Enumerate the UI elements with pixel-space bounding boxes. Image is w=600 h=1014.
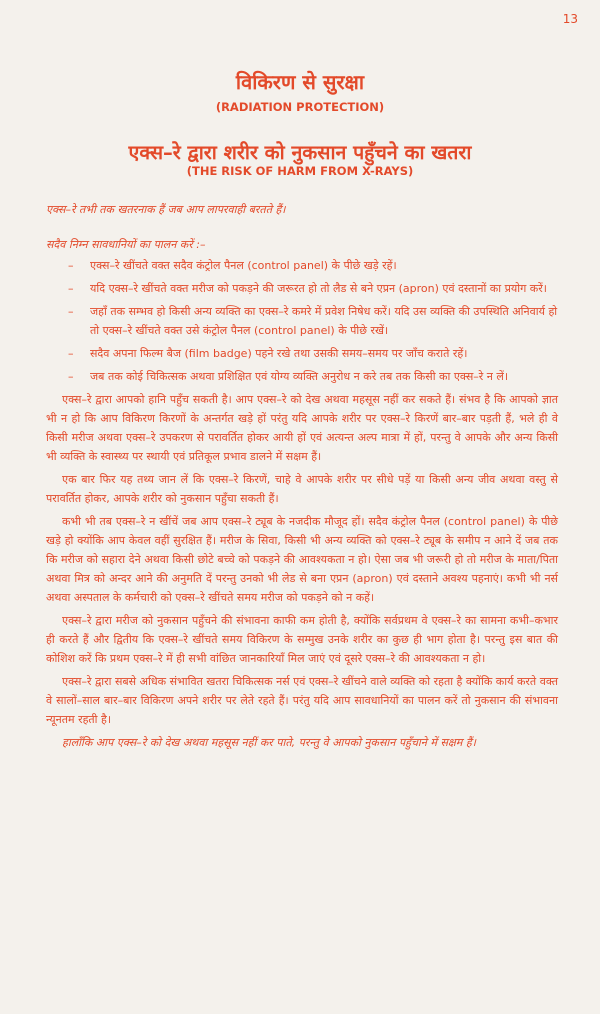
list-item bbox=[46, 256, 558, 275]
list-item bbox=[46, 344, 558, 363]
page-title-hindi: विकिरण से सुरक्षा bbox=[235, 70, 365, 94]
intro-line: एक्स–रे तभी तक खतरनाक हैं जब आप लापरवाही बरतते हैं। bbox=[46, 203, 286, 216]
page-number: 13 bbox=[562, 12, 578, 26]
closing-paragraph: हालाँकि आप एक्स–रे को देख अथवा महसूस नहीं कर पाते, परन्तु वे आपको नुकसान पहुँचाने में सक्षम हैं। bbox=[62, 736, 476, 749]
paragraph: एक बार फिर यह तथ्य जान लें कि एक्स–रे किरणें, चाहे वे आपके शरीर पर सीधे पड़ें या किसी अन्य जीव अथवा वस्तु से परावर्तित होकर, आपके शरीर को नुकसान पहुँचा सकती हैं। bbox=[46, 473, 558, 505]
precaution-text: सदैव अपना फिल्म बैज (film badge) पहने रखे तथा उसकी समय–समय पर जाँच कराते रहें। bbox=[90, 347, 468, 360]
paragraph: कभी भी तब एक्स–रे न खींचें जब आप एक्स–रे ट्यूब के नजदीक मौजूद हों। सदैव कंट्रोल पैनल (control panel) के पीछे खड़े हो क्योंकि आप केवल वहीं सुरक्षित हैं। मरीज के सिवा, किसी भी अन्य व्यक्ति को एक्स–रे ट्यूब के समीप न आने दें जब तक कि मरीज को सहारा देने अथवा किसी छोटे बच्चे को पकड़ने की आवश्यकता न हो। ऐसा जब भी जरूरी हो तो मरीज के माता/पिता अथवा मित्र को अन्दर आने की अनुमति दें परन्तु उनको भी लेड से बना एप्रन (apron) एवं दस्ताने अवश्य पहनाएं। कभी भी नर्स अथवा अस्पताल के कर्मचारी को एक्स–रे खींचते समय मरीज को पकड़ने को न कहें। bbox=[46, 515, 558, 604]
list-item bbox=[46, 367, 558, 386]
body-text bbox=[46, 200, 558, 756]
dash-bullet: – bbox=[68, 370, 74, 383]
dash-bullet: – bbox=[68, 347, 74, 360]
precaution-text: यदि एक्स–रे खींचते वक्त मरीज को पकड़ने की जरूरत हो तो लैड से बने एप्रन (apron) एवं दस्तानों का प्रयोग करें। bbox=[90, 282, 547, 295]
dash-bullet: – bbox=[68, 282, 74, 295]
section-heading-hindi: एक्स–रे द्वारा शरीर को नुकसान पहुँचने का खतरा bbox=[128, 141, 472, 164]
page-title-english: (RADIATION PROTECTION) bbox=[215, 100, 385, 114]
dash-bullet: – bbox=[68, 305, 74, 318]
paragraph: एक्स–रे द्वारा मरीज को नुकसान पहुँचने की संभावना काफी कम होती है, क्योंकि सर्वप्रथम वे एक्स–रे का सामना कभी–कभार ही करते हैं और द्वितीय कि एक्स–रे खींचते समय विकिरण के सम्मुख उनके शरीर का कुछ ही भाग होता है। परन्तु इस बात की कोशिश करें कि प्रथम एक्स–रे में ही सभी वांछित जानकारियाँ मिल जाएं एवं दूसरे एक्स–रे की आवश्यकता न हो। bbox=[46, 614, 558, 665]
dash-bullet: – bbox=[68, 259, 74, 272]
precautions-heading: सदैव निम्न सावधानियों का पालन करें :– bbox=[46, 238, 206, 251]
list-item bbox=[46, 279, 558, 298]
section-heading-english: (THE RISK OF HARM FROM X-RAYS) bbox=[186, 164, 414, 178]
precaution-text: जब तक कोई चिकित्सक अथवा प्रशिक्षित एवं योग्य व्यक्ति अनुरोध न करे तब तक किसी का एक्स–रे न लें। bbox=[90, 370, 509, 383]
paragraph: एक्स–रे द्वारा आपको हानि पहुँच सकती है। आप एक्स–रे को देख अथवा महसूस नहीं कर सकते हैं। संभव है कि आपको ज्ञात भी न हो कि आप विकिरण किरणों के अन्तर्गत खड़े हों परंतु यदि आपके शरीर पर एक्स–रे किरणें बार–बार पड़ती हैं, भले ही वे किसी मरीज अथवा एक्स–रे उपकरण से परावर्तित होकर आयी हों एवं अत्यन्त अल्प मात्रा में हों, परन्तु वे आपके और अन्य किसी भी व्यक्ति के स्वास्थ्य पर स्थायी एवं प्रतिकूल प्रभाव डालने में सक्षम हैं। bbox=[46, 393, 558, 463]
precaution-text: एक्स–रे खींचते वक्त सदैव कंट्रोल पैनल (control panel) के पीछे खड़े रहें। bbox=[90, 259, 397, 272]
list-item bbox=[46, 302, 558, 340]
precaution-text: जहाँ तक सम्भव हो किसी अन्य व्यक्ति का एक्स–रे कमरे में प्रवेश निषेध करें। यदि उस व्यक्ति की उपस्थिति अनिवार्य हो तो एक्स–रे खींचते वक्त उसे कंट्रोल पैनल (control panel) के पीछे रखें। bbox=[90, 305, 558, 337]
precautions-list bbox=[46, 256, 558, 386]
paragraph: एक्स–रे द्वारा सबसे अधिक संभावित खतरा चिकित्सक नर्स एवं एक्स–रे खींचने वाले व्यक्ति को रहता है क्योंकि कार्य करते वक्त वे सालों–साल बार–बार विकिरण अपने शरीर पर लेते रहते हैं। परंतु यदि आप सावधानियों का पालन करें तो नुकसान की संभावना न्यूनतम रहती है। bbox=[46, 675, 558, 726]
